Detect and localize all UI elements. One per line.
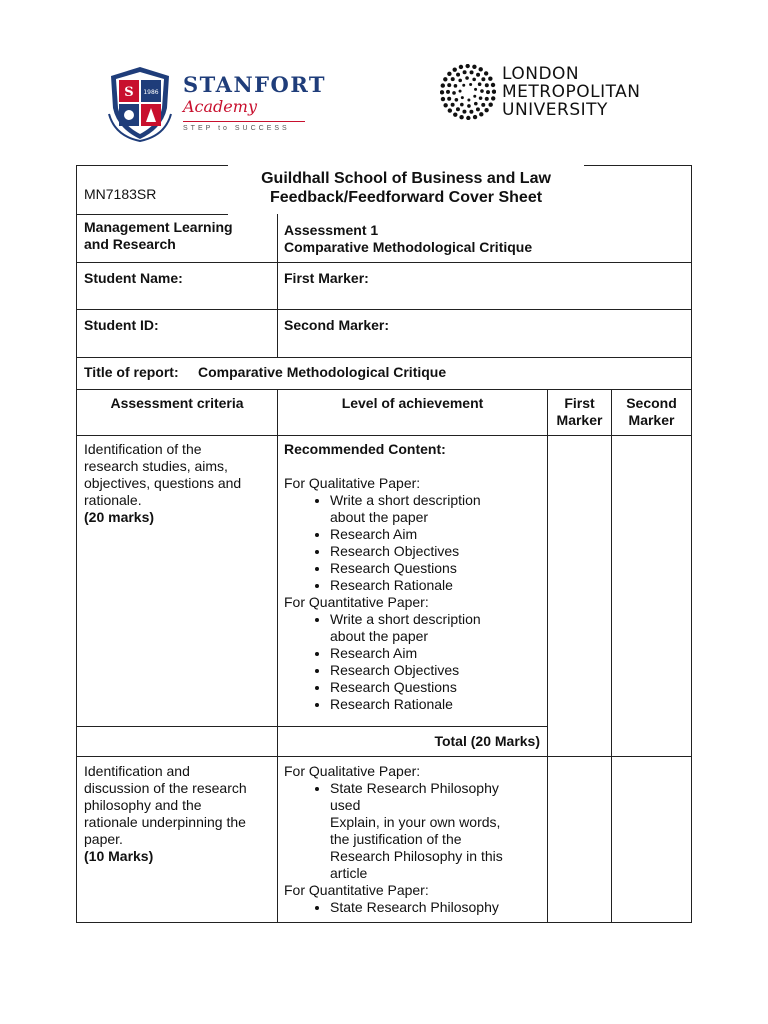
list-item: • Research Objectives — [330, 662, 546, 679]
col-first-marker: First Marker — [556, 395, 603, 428]
qual-label: For Qualitative Paper: — [284, 763, 421, 779]
list-item: • Write a short description about the paper — [330, 611, 546, 645]
col-level-of-achievement: Level of achievement — [341, 395, 484, 411]
school-name: Guildhall School of Business and Law — [261, 170, 551, 187]
lmu-dot-circle-icon — [440, 64, 496, 120]
qual-list — [284, 492, 546, 594]
list-item: • Research Rationale — [330, 696, 546, 713]
list-item: • State Research Philosophy — [330, 899, 546, 916]
stanfort-sub: Academy — [183, 97, 257, 116]
student-id-label: Student ID: — [84, 317, 159, 333]
quant-label: For Quantitative Paper: — [284, 882, 429, 898]
list-item: • Research Questions — [330, 679, 546, 696]
stanfort-tagline: STEP to SUCCESS — [183, 125, 290, 132]
sheet-name: Feedback/Feedforward Cover Sheet — [269, 189, 543, 206]
row2-qual-list — [284, 780, 546, 814]
list-item: • Research Aim — [330, 526, 546, 543]
row1-total: Total (20 Marks) — [434, 733, 540, 749]
recommended-heading: Recommended Content: — [284, 441, 446, 457]
svg-text:S: S — [124, 85, 134, 100]
module-name: Management Learning and Research — [84, 219, 233, 252]
report-title-label: Title of report: — [84, 364, 179, 380]
report-title-value: Comparative Methodological Critique — [198, 364, 447, 380]
list-item: • Research Rationale — [330, 577, 546, 594]
page-title — [226, 169, 586, 207]
stanfort-crest-icon — [105, 64, 175, 142]
list-item: • Research Questions — [330, 560, 546, 577]
lmu-line-2: METROPOLITAN — [502, 82, 641, 102]
quant-list — [284, 611, 546, 713]
row1-marks: (20 marks) — [84, 509, 155, 525]
list-item: • Research Objectives — [330, 543, 546, 560]
col-assessment-criteria: Assessment criteria — [110, 395, 244, 411]
qual-label: For Qualitative Paper: — [284, 475, 421, 491]
row2-criteria: Identification and discussion of the research philosophy and the rationale underpinning the paper. (10 Marks) — [84, 763, 247, 864]
stanfort-academy-logo — [105, 64, 327, 144]
list-item: • Research Aim — [330, 645, 546, 662]
svg-text:1986: 1986 — [143, 89, 159, 96]
quant-label: For Quantitative Paper: — [284, 594, 429, 610]
assessment-info: Assessment 1 Comparative Methodological Critique — [284, 222, 533, 255]
col-second-marker: Second Marker — [626, 395, 677, 428]
london-metropolitan-logo — [440, 64, 670, 124]
logo-divider — [183, 121, 305, 122]
list-item: • State Research Philosophy used — [330, 780, 546, 814]
cover-sheet-table — [76, 165, 692, 923]
row2-content — [284, 763, 546, 916]
lmu-line-3: UNIVERSITY — [502, 100, 608, 120]
row2-quant-list — [284, 899, 546, 916]
stanfort-name: STANFORT — [183, 72, 327, 97]
first-marker-label: First Marker: — [284, 270, 369, 286]
second-marker-label: Second Marker: — [284, 317, 390, 333]
row2-marks: (10 Marks) — [84, 848, 154, 864]
lmu-line-1: LONDON — [502, 64, 580, 84]
row1-criteria: Identification of the research studies, aims, objectives, questions and rationale. (20 marks) — [84, 441, 242, 525]
explain-text: Explain, in your own words, the justification of the Research Philosophy in this article — [330, 814, 503, 881]
row1-content — [284, 441, 546, 713]
student-name-label: Student Name: — [84, 270, 183, 286]
module-code: MN7183SR — [84, 186, 157, 202]
list-item: • Write a short description about the paper — [330, 492, 546, 526]
